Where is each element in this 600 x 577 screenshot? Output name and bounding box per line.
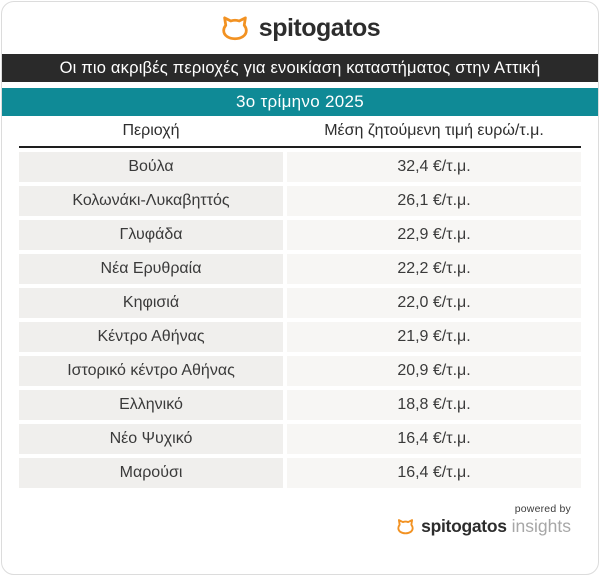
column-header-area: Περιοχή: [122, 122, 180, 139]
area-cell: Ιστορικό κέντρο Αθήνας: [19, 356, 283, 386]
table-row: [19, 288, 581, 318]
price-table: [19, 116, 581, 488]
area-cell: Βούλα: [19, 152, 283, 182]
title-bar: [2, 54, 598, 82]
table-row: [19, 254, 581, 284]
area-cell: Μαρούσι: [19, 458, 283, 488]
footer-insights-text: insights: [511, 516, 571, 536]
footer: [2, 503, 571, 537]
footer-logo: [2, 516, 571, 537]
price-cell: 16,4 €/τ.μ.: [287, 424, 581, 454]
price-cell: 16,4 €/τ.μ.: [287, 458, 581, 488]
area-cell: Νέα Ερυθραία: [19, 254, 283, 284]
price-cell: 20,9 €/τ.μ.: [287, 356, 581, 386]
brand-logo-text: spitogatos: [258, 13, 381, 42]
period-label: 3ο τρίμηνο 2025: [235, 92, 365, 111]
price-cell: 26,1 €/τ.μ.: [287, 186, 581, 216]
table-row: [19, 152, 581, 182]
area-cell: Ελληνικό: [19, 390, 283, 420]
price-cell: 22,0 €/τ.μ.: [287, 288, 581, 318]
price-cell: 22,9 €/τ.μ.: [287, 220, 581, 250]
footer-brand-text: spitogatos: [421, 516, 507, 536]
powered-by-label: powered by: [514, 503, 571, 515]
table-row: [19, 390, 581, 420]
column-header-price: Μέση ζητούμενη τιμή ευρώ/τ.μ.: [324, 122, 544, 139]
table-row: [19, 424, 581, 454]
page-title: Οι πιο ακριβές περιοχές για ενοικίαση καταστήματος στην Αττική: [59, 58, 541, 77]
area-cell: Νέο Ψυχικό: [19, 424, 283, 454]
area-cell: Γλυφάδα: [19, 220, 283, 250]
price-cell: 22,2 €/τ.μ.: [287, 254, 581, 284]
table-row: [19, 356, 581, 386]
area-cell: Κολωνάκι-Λυκαβηττός: [19, 186, 283, 216]
table-row: [19, 458, 581, 488]
price-cell: 18,8 €/τ.μ.: [287, 390, 581, 420]
cat-icon: [220, 15, 250, 41]
price-cell: 21,9 €/τ.μ.: [287, 322, 581, 352]
table-row: [19, 322, 581, 352]
table-row: [19, 220, 581, 250]
area-cell: Κηφισιά: [19, 288, 283, 318]
subtitle-bar: [2, 88, 598, 116]
table-row: [19, 186, 581, 216]
price-cell: 32,4 €/τ.μ.: [287, 152, 581, 182]
infographic-card: [1, 1, 599, 575]
area-cell: Κέντρο Αθήνας: [19, 322, 283, 352]
header-logo: [2, 2, 598, 54]
table-header-row: [19, 116, 581, 148]
table-body: [19, 152, 581, 488]
cat-icon: [396, 518, 415, 535]
